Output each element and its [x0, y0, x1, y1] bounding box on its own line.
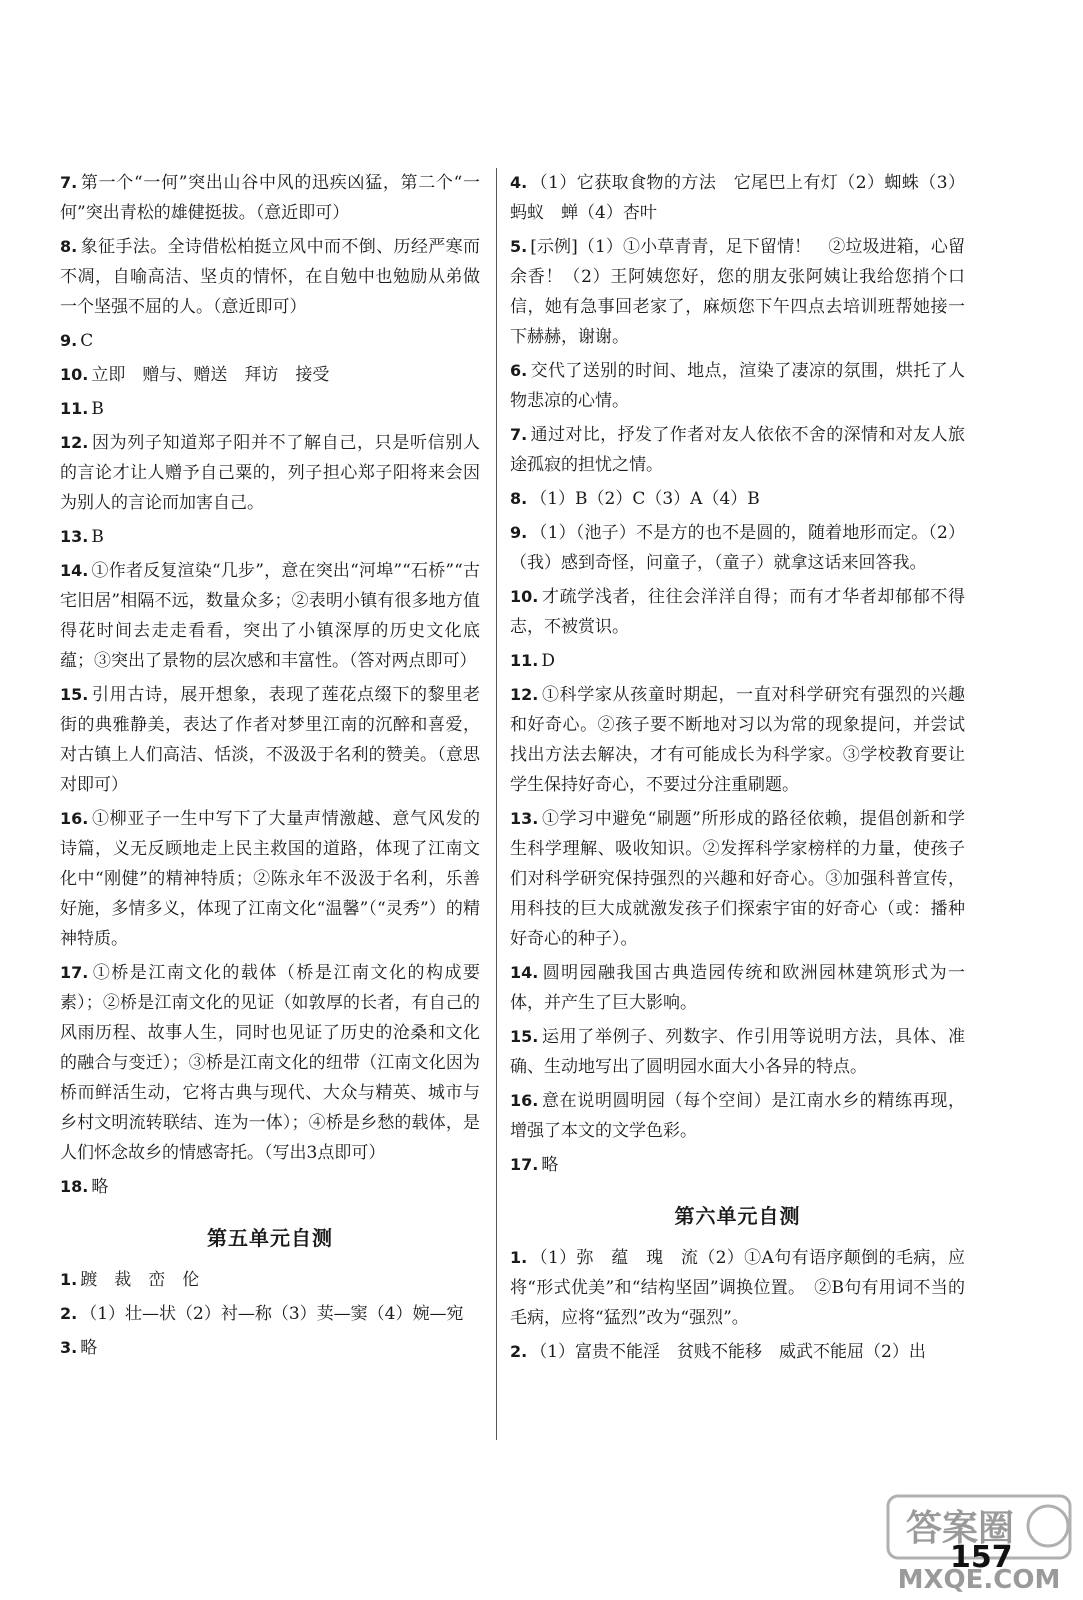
answer-item: 15. 引用古诗，展开想象，表现了莲花点缀下的黎里老街的典雅静美，表达了作者对梦里江南的沉醉和喜爱，对古镇上人们高洁、恬淡，不汲汲于名利的赞美。（意思对即可） — [60, 685, 480, 795]
answer-item: 13. B — [60, 527, 104, 547]
answer-item: 8. 象征手法。全诗借松柏挺立风中而不倒、历经严寒而不凋，自喻高洁、坚贞的情怀，在自勉中也勉励从弟做一个坚强不屈的人。（意近即可） — [60, 237, 480, 317]
answer-item: 10. 立即 赠与、赠送 拜访 接受 — [60, 365, 330, 385]
watermark-lettering: 答案圈 — [905, 1508, 1015, 1549]
answer-item: 17. 略 — [510, 1155, 559, 1175]
section-title-unit-6: 第六单元自测 — [674, 1204, 801, 1228]
answer-item: 5. [示例]（1）①小草青青，足下留情！ ②垃圾进箱，心留余香！（2）王阿姨您好，您的朋友张阿姨让我给您捎个口信，她有急事回老家了，麻烦您下午四点去培训班帮她接一下赫赫，谢谢。 — [510, 237, 965, 347]
answer-item: 15. 运用了举例子、列数字、作引用等说明方法，具体、准确、生动地写出了圆明园水面大小各异的特点。 — [510, 1027, 965, 1077]
answer-item: 16. 意在说明圆明园（每个空间）是江南水乡的精练再现，增强了本文的文学色彩。 — [510, 1091, 965, 1141]
answer-item: 10. 才疏学浅者，往往会洋洋自得；而有才华者却郁郁不得志，不被赏识。 — [510, 587, 965, 637]
answer-item: 8. （1）B（2）C（3）A（4）B — [510, 489, 760, 509]
page-number: 157 — [950, 1540, 1013, 1575]
answer-item: 11. D — [510, 651, 555, 671]
answer-item: 7. 通过对比，抒发了作者对友人依依不舍的深情和对友人旅途孤寂的担忧之情。 — [510, 425, 965, 475]
answer-item: 14. 圆明园融我国古典造园传统和欧洲园林建筑形式为一体，并产生了巨大影响。 — [510, 963, 965, 1013]
section-title-unit-5: 第五单元自测 — [207, 1226, 333, 1250]
answer-item: 7. 第一个“一何”突出山谷中风的迅疾凶猛，第二个“一何”突出青松的雄健挺拔。（意近即可） — [60, 173, 480, 223]
answer-item: 4. （1）它获取食物的方法 它尾巴上有灯（2）蜘蛛（3）蚂蚁 蝉（4）杏叶 — [510, 173, 965, 223]
answer-item: 12. ①科学家从孩童时期起，一直对科学研究有强烈的兴趣和好奇心。②孩子要不断地对习以为常的现象提问，并尝试找出方法去解决，才有可能成长为科学家。③学校教育要让学生保持好奇心，不要过分注重刷题。 — [510, 685, 965, 795]
answer-item: 6. 交代了送别的时间、地点，渲染了凄凉的氛围，烘托了人物悲凉的心情。 — [510, 361, 965, 411]
answer-item: 13. ①学习中避免“刷题”所形成的路径依赖，提倡创新和学生科学理解、吸收知识。②发挥科学家榜样的力量，使孩子们对科学研究保持强烈的兴趣和好奇心。③加强科普宣传，用科技的巨大成就激发孩子们探索宇宙的好奇心（或：播种好奇心的种子）。 — [510, 809, 965, 949]
answer-item: 3. 略 — [60, 1338, 98, 1358]
left-answer-list — [60, 168, 480, 1202]
answer-item: 17. ①桥是江南文化的载体（桥是江南文化的构成要素）；②桥是江南文化的见证（如敦厚的长者，有自己的风雨历程、故事人生，同时也见证了历史的沧桑和文化的融合与变迁）；③桥是江南文化的纽带（江南文化因为桥而鲜活生动，它将古典与现代、大众与精英、城市与乡村文明流转联结、连为一体）；④桥是乡愁的载体，是人们怀念故乡的情感寄托。（写出3点即可） — [60, 963, 480, 1163]
right-answer-list — [510, 168, 965, 1180]
left-column — [60, 168, 480, 1367]
answer-item: 11. B — [60, 399, 104, 419]
watermark-ring-icon — [1028, 1506, 1068, 1546]
answer-item: 1. （1）弥 蕴 瑰 流（2）①A句有语序颠倒的毛病，应将“形式优美”和“结构坚固”调换位置。 ②B句有用词不当的毛病，应将“猛烈”改为“强烈”。 — [510, 1248, 965, 1328]
column-divider — [496, 168, 497, 1440]
answer-item: 18. 略 — [60, 1177, 109, 1197]
answer-item: 14. ①作者反复渲染“几步”，意在突出“河埠”“石桥”“古宅旧居”相隔不远，数量众多；②表明小镇有很多地方值得花时间去走走看看，突出了小镇深厚的历史文化底蕴；③突出了景物的层次感和丰富性。（答对两点即可） — [60, 561, 480, 671]
right-column — [510, 168, 965, 1371]
watermark-lettering: MXQE.COM — [897, 1565, 1061, 1595]
unit-6-answer-list — [510, 1243, 965, 1367]
answer-item: 9. C — [60, 331, 94, 351]
answer-item: 2. （1）壮—状（2）衬—称（3）荬—窦（4）婉—宛 — [60, 1304, 464, 1324]
unit-5-answer-list — [60, 1265, 480, 1363]
answer-item: 12. 因为列子知道郑子阳并不了解自己，只是听信别人的言论才让人赠予自己粟的，列子担心郑子阳将来会因为别人的言论而加害自己。 — [60, 433, 480, 513]
answer-item: 1. 踱 裁 峦 伦 — [60, 1270, 200, 1290]
answer-item: 9. （1）（池子）不是方的也不是圆的，随着地形而定。（2）（我）感到奇怪，问童子，（童子）就拿这话来回答我。 — [510, 523, 965, 573]
answer-item: 2. （1）富贵不能淫 贫贱不能移 威武不能屈（2）出 — [510, 1342, 926, 1362]
answer-item: 16. ①柳亚子一生中写下了大量声情激越、意气风发的诗篇，义无反顾地走上民主救国的道路，体现了江南文化中“刚健”的精神特质；②陈永年不汲汲于名利，乐善好施，多情多义，体现了江南文化“温馨”（“灵秀”）的精神特质。 — [60, 809, 480, 949]
